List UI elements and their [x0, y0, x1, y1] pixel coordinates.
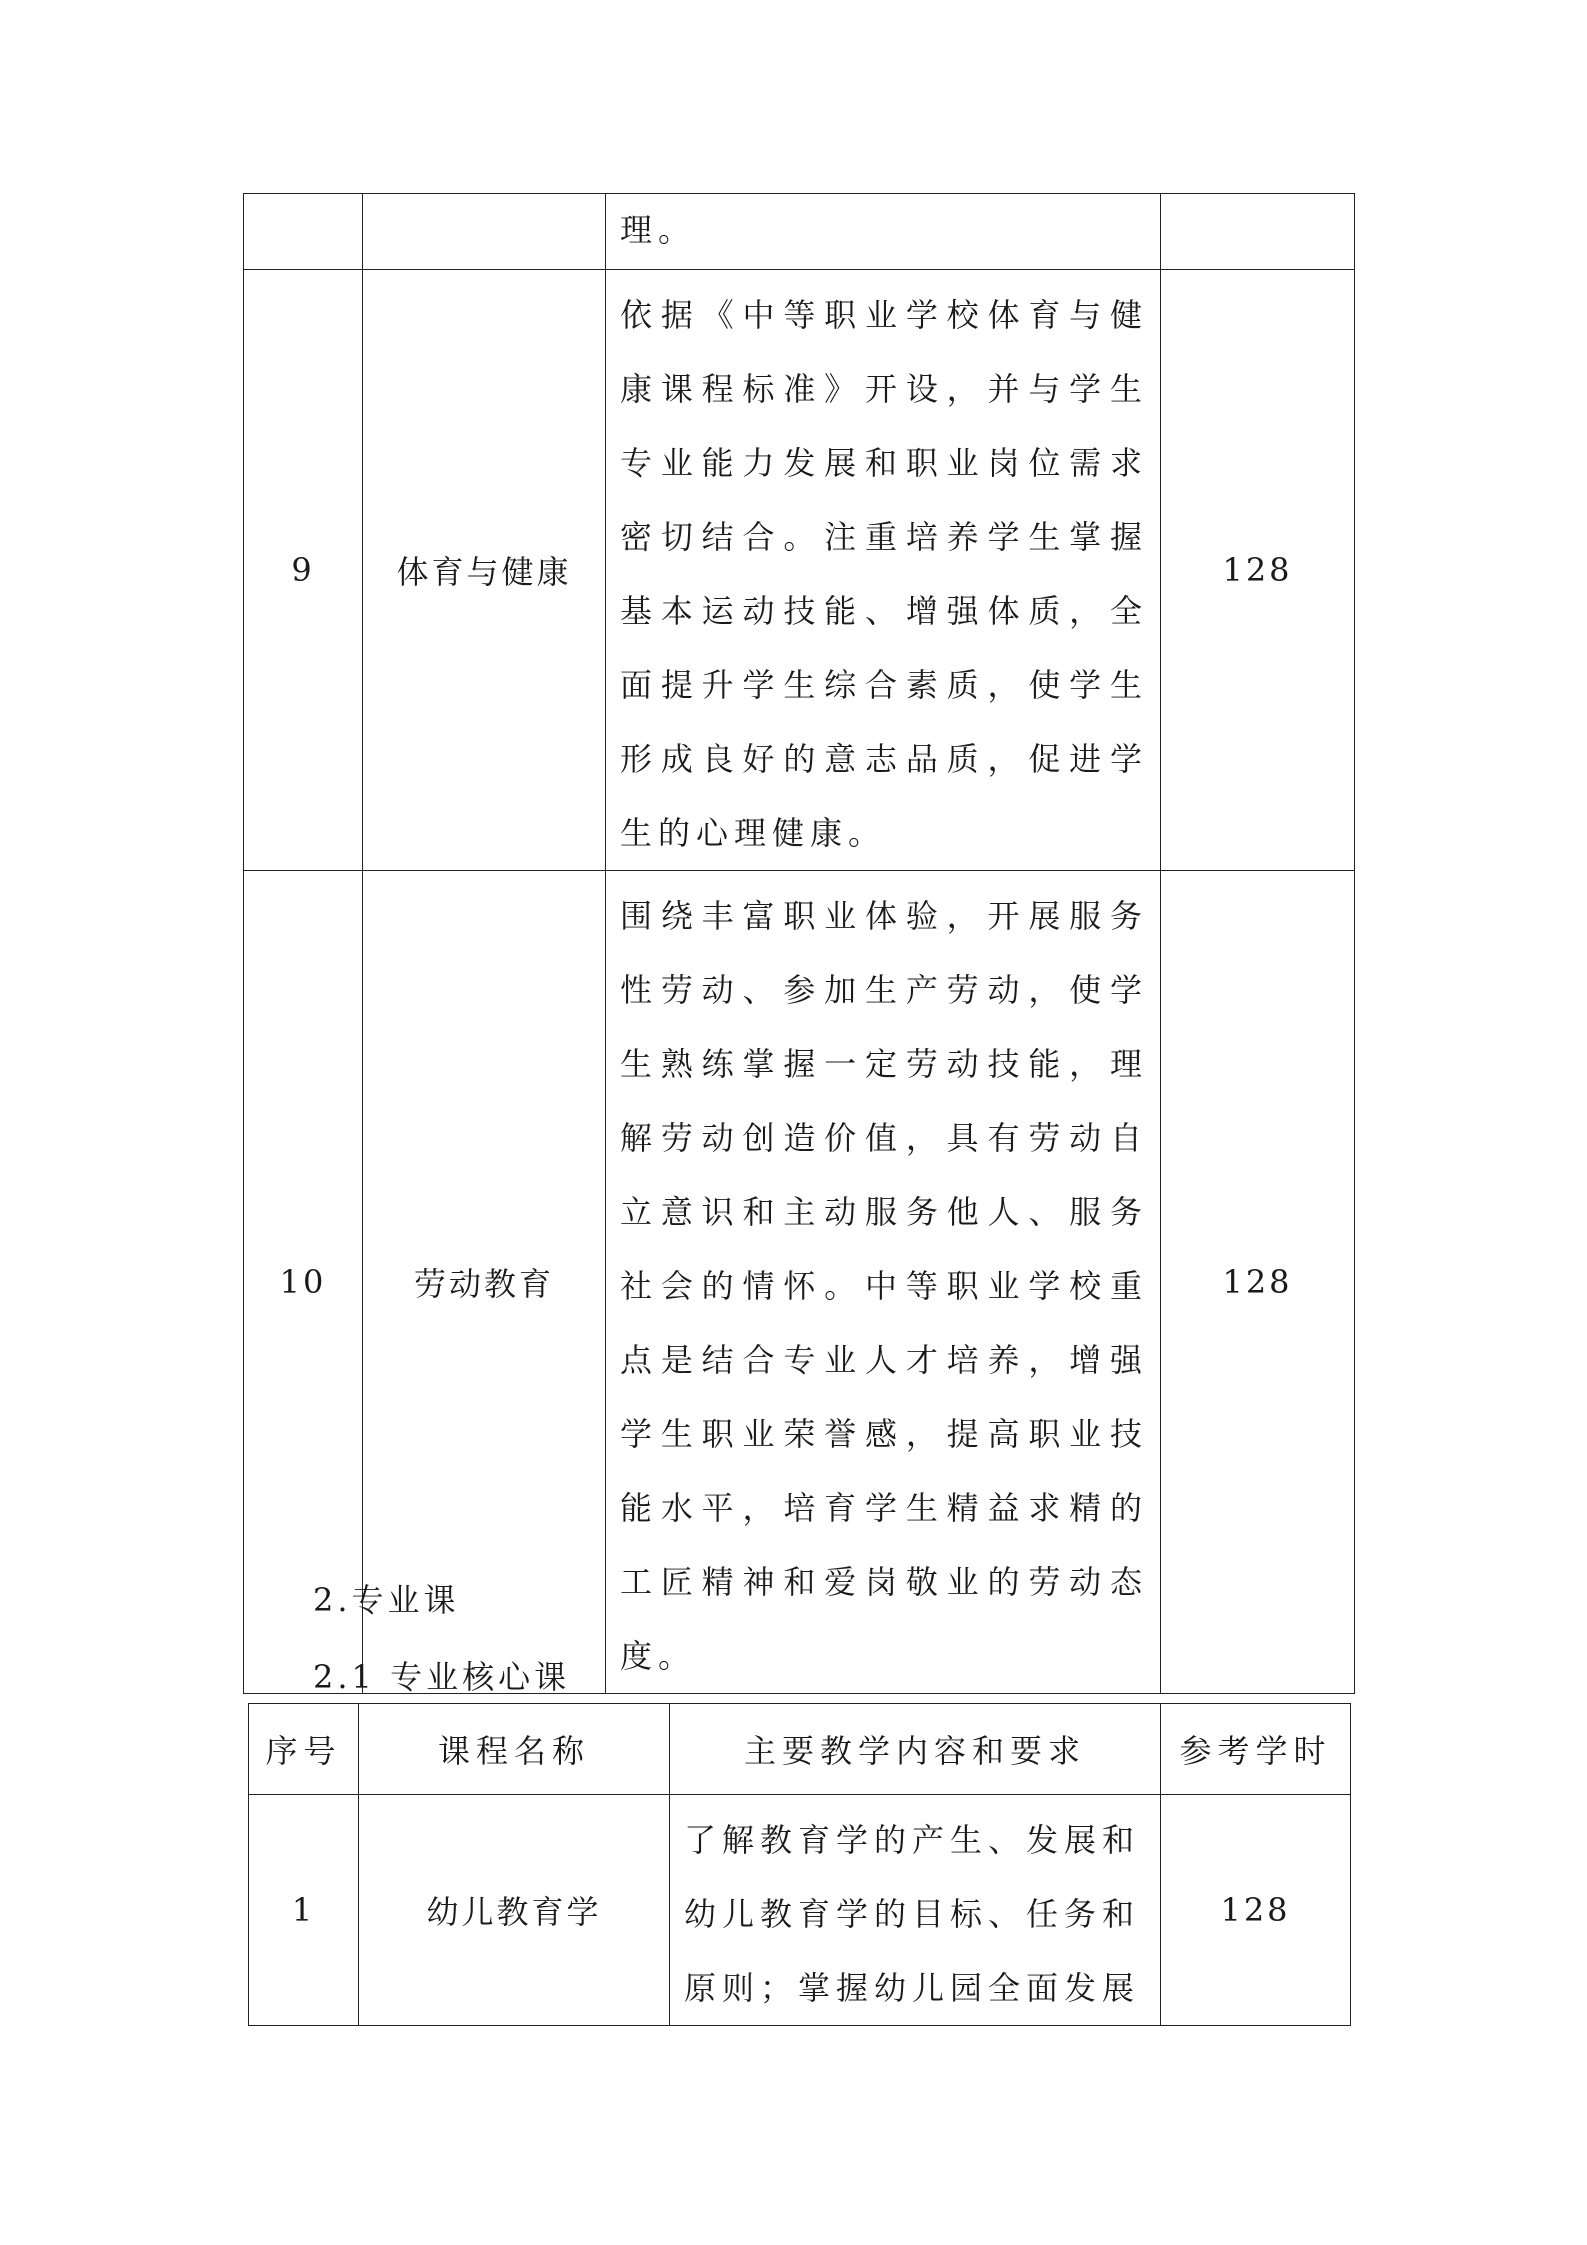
course-name: [363, 194, 606, 270]
table-row: [244, 194, 1355, 270]
course-number: 9: [244, 270, 363, 871]
course-hours: 128: [1161, 1795, 1351, 2026]
course-content: 依据《中等职业学校体育与健康课程标准》开设，并与学生专业能力发展和职业岗位需求密切结合。注重培养学生掌握基本运动技能、增强体质，全面提升学生综合素质，使学生形成良好的意志品质，促进学生的心理健康。: [606, 270, 1161, 871]
course-number: 10: [244, 871, 363, 1694]
course-number: [244, 194, 363, 270]
header-number: 序号: [249, 1704, 359, 1795]
course-name: 体育与健康: [363, 270, 606, 871]
course-content: 围绕丰富职业体验，开展服务性劳动、参加生产劳动，使学生熟练掌握一定劳动技能，理解劳动创造价值，具有劳动自立意识和主动服务他人、服务社会的情怀。中等职业学校重点是结合专业人才培养，增强学生职业荣誉感，提高职业技能水平，培育学生精益求精的工匠精神和爱岗敬业的劳动态度。: [606, 871, 1161, 1694]
core-courses-table: [248, 1703, 1351, 2026]
course-hours: 128: [1161, 270, 1355, 871]
course-hours: [1161, 194, 1355, 270]
table-row: [244, 871, 1355, 1694]
course-number: 1: [249, 1795, 359, 2026]
course-content: 理。: [606, 194, 1161, 270]
course-hours: 128: [1161, 871, 1355, 1694]
table-row: [249, 1795, 1351, 2026]
header-name: 课程名称: [359, 1704, 670, 1795]
section-heading: 2.专业课: [313, 1581, 460, 1619]
subsection-heading: 2.1 专业核心课: [313, 1658, 571, 1696]
course-name: 劳动教育: [363, 871, 606, 1694]
course-name: 幼儿教育学: [359, 1795, 670, 2026]
header-content: 主要教学内容和要求: [670, 1704, 1161, 1795]
header-hours: 参考学时: [1161, 1704, 1351, 1795]
table-row: [244, 270, 1355, 871]
table-header-row: [249, 1704, 1351, 1795]
course-content: 了解教育学的产生、发展和幼儿教育学的目标、任务和原则；掌握幼儿园全面发展: [670, 1795, 1161, 2026]
general-courses-table: [243, 193, 1355, 1694]
